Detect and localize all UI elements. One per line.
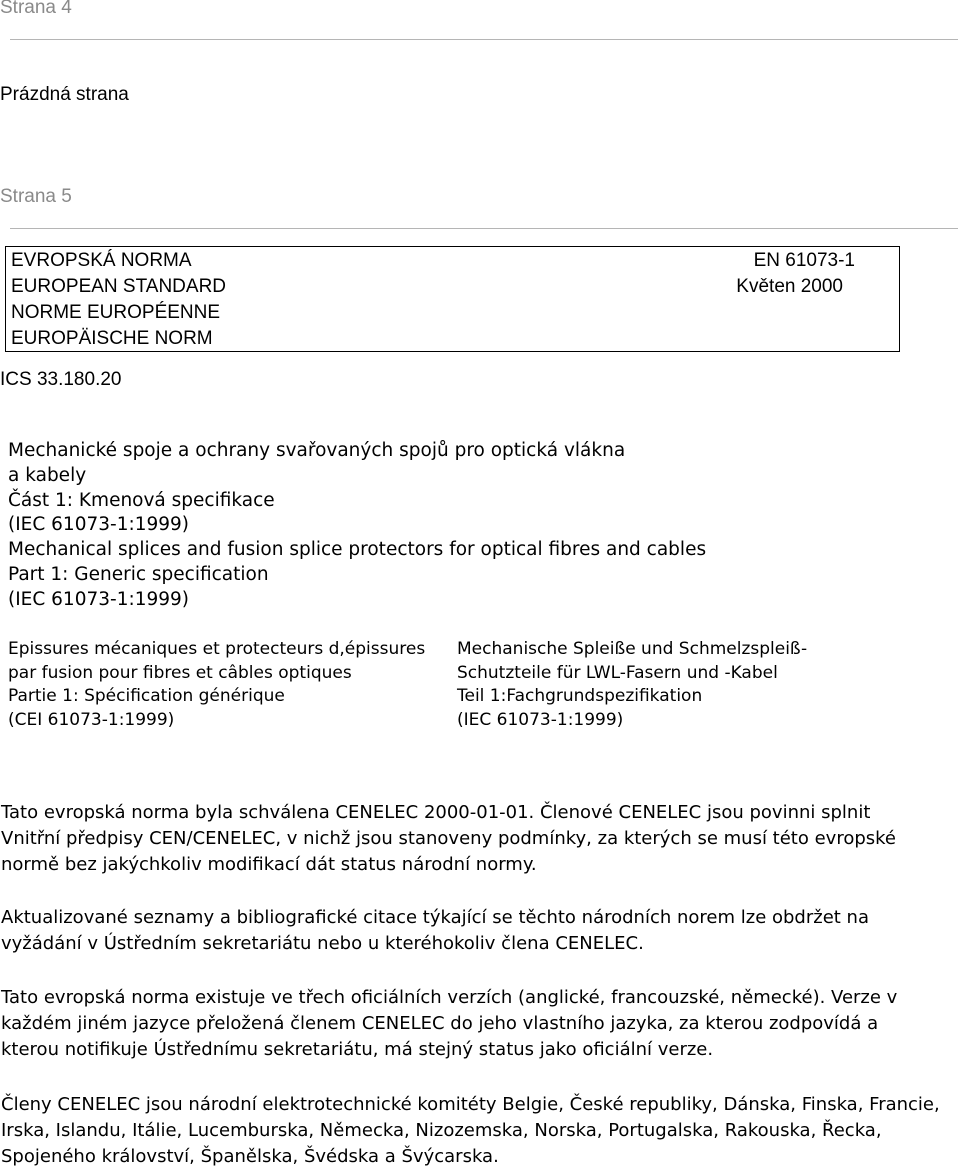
german-title-line: Teil 1:Fachgrundspezifikation — [457, 686, 703, 707]
title-line: Mechanical splices and fusion splice protectors for optical fibres and cables — [8, 539, 707, 561]
title-line: Mechanické spoje a ochrany svařovaných spojů pro optická vlákna — [8, 440, 626, 461]
page-5-label: Strana 5 — [0, 186, 72, 207]
german-title-line: (IEC 61073-1:1999) — [457, 709, 624, 730]
paragraph-versions — [1, 985, 897, 1063]
standard-name-en: EUROPEAN STANDARD — [11, 276, 227, 297]
german-title-line: Schutzteile für LWL-Fasern und -Kabel — [457, 662, 778, 683]
paragraph-line: Vnitřní předpisy CEN/CENELEC, v nichž jsou stanoveny podmínky, za kterých se musí této evropské — [1, 828, 897, 849]
title-line: a kabely — [8, 464, 87, 486]
paragraph-line: normě bez jakýchkoliv modifikací dát status národní normy. — [1, 854, 537, 875]
paragraph-line: Irska, Islandu, Itálie, Lucemburska, Německa, Nizozemska, Norska, Portugalska, Rakouska, Řecka, — [1, 1120, 882, 1141]
title-line: Part 1: Generic specification — [8, 563, 269, 585]
title-line: (IEC 61073-1:1999) — [8, 588, 189, 610]
paragraph-line: každém jiném jazyce přeložená členem CENELEC do jeho vlastního jazyka, za kterou zodpovídá a — [1, 1013, 879, 1034]
german-title-line: Mechanische Spleiße und Schmelzspleiß- — [457, 639, 808, 659]
page-divider — [10, 228, 958, 229]
paragraph-members — [1, 1092, 940, 1170]
standard-header-box — [5, 246, 900, 352]
standard-name-de: EUROPÄISCHE NORM — [11, 328, 213, 349]
german-title — [457, 638, 807, 732]
standard-name-cs: EVROPSKÁ NORMA — [11, 250, 192, 271]
paragraph-line: Tato evropská norma byla schválena CENELEC 2000-01-01. Členové CENELEC jsou povinni splnit — [1, 802, 871, 823]
paragraph-line: Aktualizované seznamy a bibliografické citace týkající se těchto národních norem lze obdržet na — [1, 907, 869, 928]
document-title — [8, 439, 706, 613]
paragraph-line: Členy CENELEC jsou národní elektrotechnické komitéty Belgie, České republiky, Dánska, Finska, Francie, — [1, 1094, 940, 1115]
title-line: (IEC 61073-1:1999) — [8, 514, 189, 536]
french-title-line: par fusion pour fibres et câbles optiques — [8, 662, 352, 683]
paragraph-line: Spojeného království, Španělska, Švédska a Švýcarska. — [1, 1146, 499, 1167]
standard-date: Květen 2000 — [736, 276, 843, 297]
french-title-line: Epissures mécaniques et protecteurs d,épissures — [8, 639, 426, 659]
page-divider — [10, 39, 958, 40]
paragraph-line: Tato evropská norma existuje ve třech oficiálních verzích (anglické, francouzské, německé). Verze v — [1, 987, 898, 1008]
empty-page-text: Prázdná strana — [0, 84, 129, 105]
french-title — [8, 638, 425, 732]
standard-name-fr: NORME EUROPÉENNE — [11, 302, 221, 323]
title-line: Část 1: Kmenová specifikace — [8, 489, 275, 511]
french-title-line: Partie 1: Spécification générique — [8, 686, 285, 707]
french-title-line: (CEI 61073-1:1999) — [8, 709, 175, 730]
paragraph-lists — [1, 905, 869, 957]
paragraph-approval — [1, 800, 896, 878]
ics-code: ICS 33.180.20 — [0, 369, 122, 390]
standard-number: EN 61073-1 — [753, 250, 855, 271]
paragraph-line: vyžádání v Ústředním sekretariátu nebo u kteréhokoliv člena CENELEC. — [1, 933, 644, 954]
paragraph-line: kterou notifikuje Ústřednímu sekretariátu, má stejný status jako oficiální verze. — [1, 1039, 714, 1060]
page-4-label: Strana 4 — [0, 0, 72, 18]
